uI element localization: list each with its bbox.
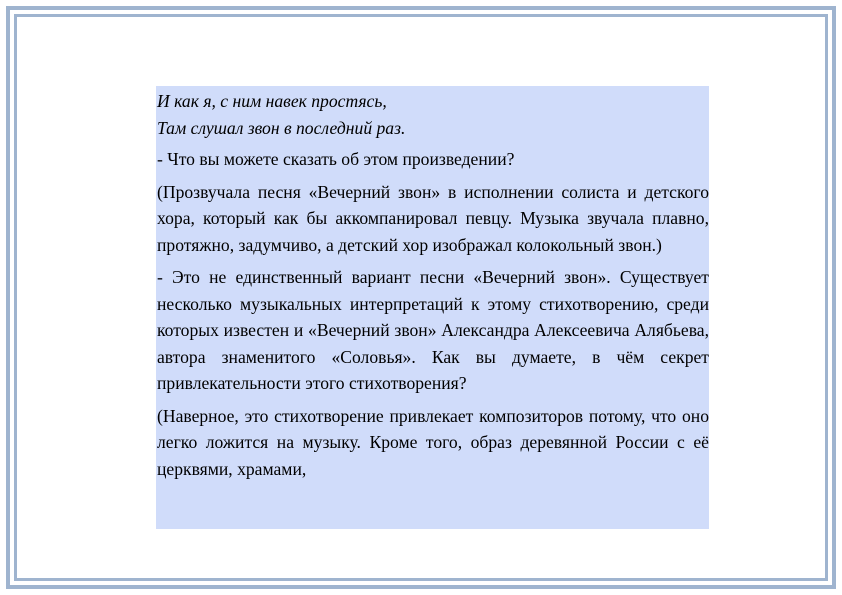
answer-paragraph: (Прозвучала песня «Вечерний звон» в исполнении солиста и детского хора, который как бы аккомпанировал певцу. Музыка звучала плавно, протяжно, задумчиво, а детский хор изображал колокольный звон.): [157, 181, 709, 255]
text-box: [156, 86, 709, 529]
poem-line-1: И как я, с ним навек простясь,: [157, 91, 387, 111]
poem-line-2: Там слушал звон в последний раз.: [157, 117, 406, 138]
answer-paragraph-2: (Наверное, это стихотворение привлекает композиторов потому, что оно легко ложится на музыку. Кроме того, образ деревянной России с её церквями, храмами,: [157, 405, 709, 479]
question-paragraph: - Что вы можете сказать об этом произведении?: [157, 149, 515, 169]
question-paragraph-2: - Это не единственный вариант песни «Вечерний звон». Существует несколько музыкальных интерпретаций к этому стихотворению, среди которых известен и «Вечерний звон» Александра Алексеевича Алябьева, автора знаменитого «Соловья». Как вы думаете, в чём секрет привлекательности этого стихотворения?: [157, 267, 709, 393]
poem-quote: [157, 88, 709, 141]
